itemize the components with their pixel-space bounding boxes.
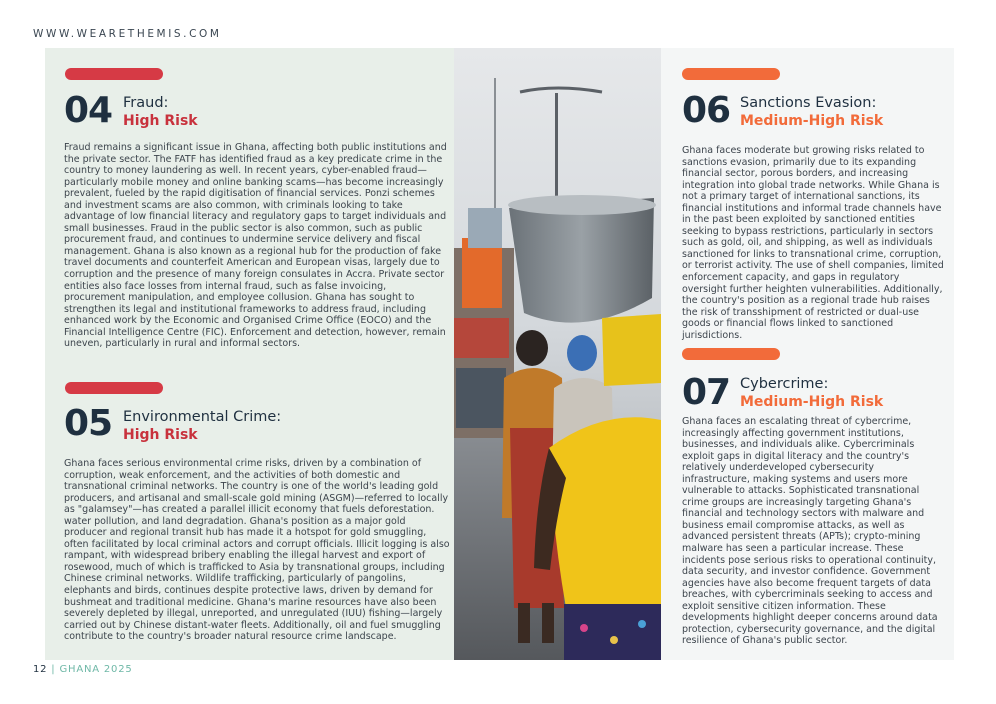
section-04-risk-level: High Risk bbox=[123, 113, 198, 129]
section-07-risk-level: Medium-High Risk bbox=[740, 394, 884, 410]
report-label: GHANA 2025 bbox=[59, 664, 133, 675]
section-04-body: Fraud remains a significant issue in Ghana, affecting both public institutions and the private sector. The FATF has identified fraud as a key predicate crime in the country to money laundering as well. In recent years, cyber-enabled fraud—particularly mobile money and online banking scams—has become increasingly prevalent, fueled by the rapid digitisation of financial services. Ponzi schemes and investment scams are also common, with criminals looking to take advantage of low financial literacy and regulatory gaps to target individuals and small businesses. Fraud in the public sector is also common, such as public procurement fraud, and continues to undermine service delivery and fiscal management. Ghana is also known as a regional hub for the production of fake travel documents and counterfeit American and European visas, largely due to corruption and the presence of many foreign consulates in Accra. Private sector entities also face losses from internal fraud, such as false invoicing, procurement manipulation, and employee collusion. Ghana has sought to strengthen its legal and institutional frameworks to address fraud, including enhanced work by the Economic and Organised Crime Office (EOCO) and the Financial Intelligence Centre (FIC). Enforcement and detection, however, remain uneven, particularly in rural and informal sectors. bbox=[64, 142, 447, 350]
section-05-number: 05 bbox=[64, 403, 113, 444]
footer-separator: | bbox=[47, 664, 60, 675]
section-04-heading bbox=[123, 94, 198, 130]
section-07-body: Ghana faces an escalating threat of cybercrime, increasingly affecting government institutions, businesses, and individuals alike. Cybercriminals exploit gaps in digital literacy and the country's relatively underdeveloped cybersecurity infrastructure, making systems and users more vulnerable to attacks. Sophisticated transnational crime groups are increasingly targeting Ghana's financial and technology sectors with malware and business email compromise attacks, as well as advanced persistent threats (APTs); crypto-mining malware has seen a particular increase. These incidents pose serious risks to operational continuity, data security, and investor confidence. Government agencies have also become frequent targets of data breaches, with cybercriminals seeking to access and exploit sensitive citizen information. These developments highlight deeper concerns around data protection, cybersecurity governance, and the digital resilience of Ghana's public sector. bbox=[682, 416, 938, 647]
section-06-number: 06 bbox=[682, 90, 731, 131]
section-05-heading bbox=[123, 408, 281, 444]
section-07-title: Cybercrime: bbox=[740, 376, 829, 392]
street-scene-illustration bbox=[454, 48, 661, 660]
section-06-body: Ghana faces moderate but growing risks related to sanctions evasion, primarily due to its expanding financial sector, porous borders, and increasing integration into global trade networks. While Ghana is not a primary target of international sanctions, its financial institutions and informal trade channels have in the past been exploited by sanctioned entities seeking to bypass restrictions, particularly in sectors such as gold, oil, and shipping, as well as individuals sanctioned for links to transnational crime, corruption, or terrorist activity. The use of shell companies, limited enforcement capacity, and gaps in regulatory oversight further heighten vulnerabilities. Additionally, the country's position as a regional trade hub raises the risk of transshipment of restricted or dual-use goods or financial flows linked to sanctioned jurisdictions. bbox=[682, 145, 944, 341]
section-04-title: Fraud: bbox=[123, 95, 169, 111]
section-05-title: Environmental Crime: bbox=[123, 409, 282, 425]
section-07-heading bbox=[740, 375, 883, 411]
section-07-accent-bar bbox=[682, 348, 780, 360]
section-06-risk-level: Medium-High Risk bbox=[740, 113, 884, 129]
section-07-number: 07 bbox=[682, 372, 731, 413]
street-vendor-photo bbox=[454, 48, 661, 660]
section-05-risk-level: High Risk bbox=[123, 427, 198, 443]
page-footer bbox=[33, 664, 133, 675]
section-06-heading bbox=[740, 94, 883, 130]
page-number: 12 bbox=[33, 664, 48, 675]
section-05-accent-bar bbox=[65, 382, 163, 394]
section-06-accent-bar bbox=[682, 68, 780, 80]
section-05-body: Ghana faces serious environmental crime risks, driven by a combination of corruption, weak enforcement, and the activities of both domestic and transnational criminal networks. The country is one of the world's leading gold producers, and artisanal and small-scale gold mining (ASGM)—referred to locally as "galamsey"—has created a parallel illicit economy that fuels deforestation. water pollution, and land degradation. Ghana's position as a major gold producer and regional transit hub has made it a hotspot for gold smuggling, often facilitated by local criminal actors and corrupt officials. Illicit logging is also rampant, with widespread bribery enabling the illegal harvest and export of rosewood, much of which is trafficked to Asia by transnational groups, including Chinese criminal networks. Wildlife trafficking, particularly of pangolins, elephants and birds, continues despite protective laws, driven by demand for bushmeat and traditional medicine. Ghana's marine resources have also been severely depleted by illegal, unreported, and unregulated (IUU) fishing—largely carried out by Chinese distant-water fleets. Additionally, oil and fuel smuggling contribute to the country's broader natural resource crime landscape. bbox=[64, 458, 450, 643]
site-url: WWW.WEARETHEMIS.COM bbox=[33, 28, 222, 40]
section-04-number: 04 bbox=[64, 90, 113, 131]
section-06-title: Sanctions Evasion: bbox=[740, 95, 877, 111]
section-04-accent-bar bbox=[65, 68, 163, 80]
